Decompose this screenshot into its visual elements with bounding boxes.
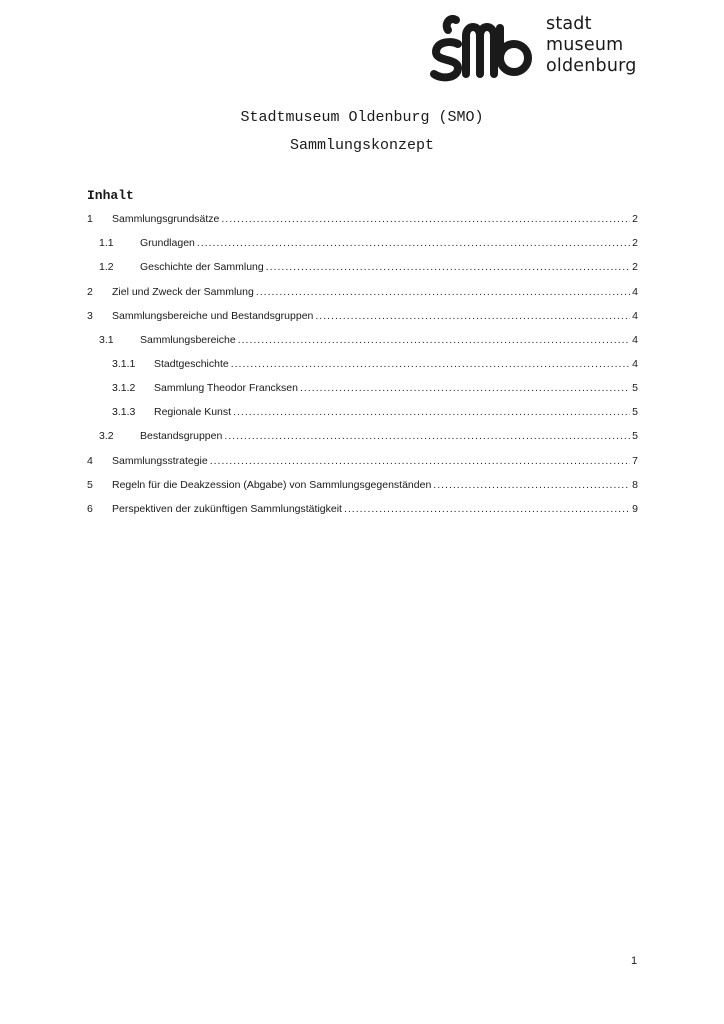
toc-entry-label: Sammlung Theodor Francksen [154, 382, 298, 394]
toc-entry-1-1[interactable] [99, 237, 638, 251]
toc-entry-page: 4 [632, 310, 638, 322]
toc-entry-label: Regeln für die Deakzession (Abgabe) von Sammlungsgegenständen [112, 479, 432, 491]
page-number: 1 [631, 955, 638, 967]
toc-leader-dots [266, 261, 630, 273]
smo-logo-icon [428, 14, 538, 84]
toc-entry-2[interactable] [87, 286, 638, 300]
toc-entry-1-2[interactable] [99, 261, 638, 275]
toc-entry-label: Grundlagen [140, 237, 195, 249]
toc-entry-page: 5 [632, 430, 638, 442]
toc-entry-number: 1.2 [99, 261, 114, 273]
toc-entry-number: 6 [87, 503, 93, 515]
toc-entry-number: 4 [87, 455, 93, 467]
toc-entry-3-1[interactable] [99, 334, 638, 348]
toc-entry-page: 2 [632, 213, 638, 225]
toc-entry-label: Sammlungsgrundsätze [112, 213, 220, 225]
toc-entry-page: 4 [632, 358, 638, 370]
toc-entry-3[interactable] [87, 310, 638, 324]
toc-entry-6[interactable] [87, 503, 638, 517]
toc-leader-dots [233, 406, 630, 418]
toc-entry-number: 1.1 [99, 237, 114, 249]
toc-entry-number: 3.1.1 [112, 358, 136, 370]
toc-entry-page: 2 [632, 261, 638, 273]
toc-entry-3-1-3[interactable] [112, 406, 638, 420]
document-subtitle: Sammlungskonzept [289, 137, 435, 154]
toc-entry-3-2[interactable] [99, 430, 638, 444]
toc-entry-label: Bestandsgruppen [140, 430, 223, 442]
toc-entry-number: 5 [87, 479, 93, 491]
toc-entry-label: Regionale Kunst [154, 406, 232, 418]
toc-entry-label: Sammlungsbereiche und Bestandsgruppen [112, 310, 314, 322]
toc-entry-page: 2 [632, 237, 638, 249]
toc-entry-label: Perspektiven der zukünftigen Sammlungstätigkeit [112, 503, 342, 515]
toc-entry-page: 4 [632, 286, 638, 298]
logo-line-oldenburg: oldenburg [546, 56, 637, 76]
toc-heading: Inhalt [87, 188, 134, 203]
document-title: Stadtmuseum Oldenburg (SMO) [240, 109, 484, 126]
toc-leader-dots [224, 430, 630, 442]
toc-leader-dots [300, 382, 630, 394]
toc-entry-page: 9 [632, 503, 638, 515]
toc-entry-label: Geschichte der Sammlung [140, 261, 264, 273]
toc-leader-dots [197, 237, 630, 249]
toc-entry-number: 3.1.2 [112, 382, 136, 394]
toc-entry-label: Ziel und Zweck der Sammlung [112, 286, 254, 298]
toc-entry-page: 5 [632, 406, 638, 418]
toc-entry-label: Stadtgeschichte [154, 358, 229, 370]
logo-line-stadt: stadt [546, 14, 592, 34]
toc-leader-dots [256, 286, 630, 298]
toc-leader-dots [210, 455, 630, 467]
toc-leader-dots [221, 213, 630, 225]
museum-logo [428, 14, 658, 84]
toc-entry-1[interactable] [87, 213, 638, 227]
toc-entry-3-1-1[interactable] [112, 358, 638, 372]
toc-leader-dots [344, 503, 630, 515]
toc-entry-4[interactable] [87, 455, 638, 469]
toc-entry-number: 3.2 [99, 430, 114, 442]
toc-entry-number: 3 [87, 310, 93, 322]
toc-entry-page: 8 [632, 479, 638, 491]
toc-leader-dots [238, 334, 630, 346]
toc-entry-label: Sammlungsstrategie [112, 455, 208, 467]
toc-leader-dots [231, 358, 630, 370]
toc-entry-number: 2 [87, 286, 93, 298]
toc-entry-number: 3.1 [99, 334, 114, 346]
toc-entry-page: 5 [632, 382, 638, 394]
toc-entry-label: Sammlungsbereiche [140, 334, 236, 346]
toc-entry-number: 3.1.3 [112, 406, 136, 418]
toc-entry-3-1-2[interactable] [112, 382, 638, 396]
toc-leader-dots [315, 310, 630, 322]
toc-entry-number: 1 [87, 213, 93, 225]
logo-line-museum: museum [546, 35, 624, 55]
toc-entry-5[interactable] [87, 479, 638, 493]
logo-wordmark [546, 14, 637, 77]
toc-entry-page: 7 [632, 455, 638, 467]
toc-leader-dots [433, 479, 630, 491]
toc-entry-page: 4 [632, 334, 638, 346]
